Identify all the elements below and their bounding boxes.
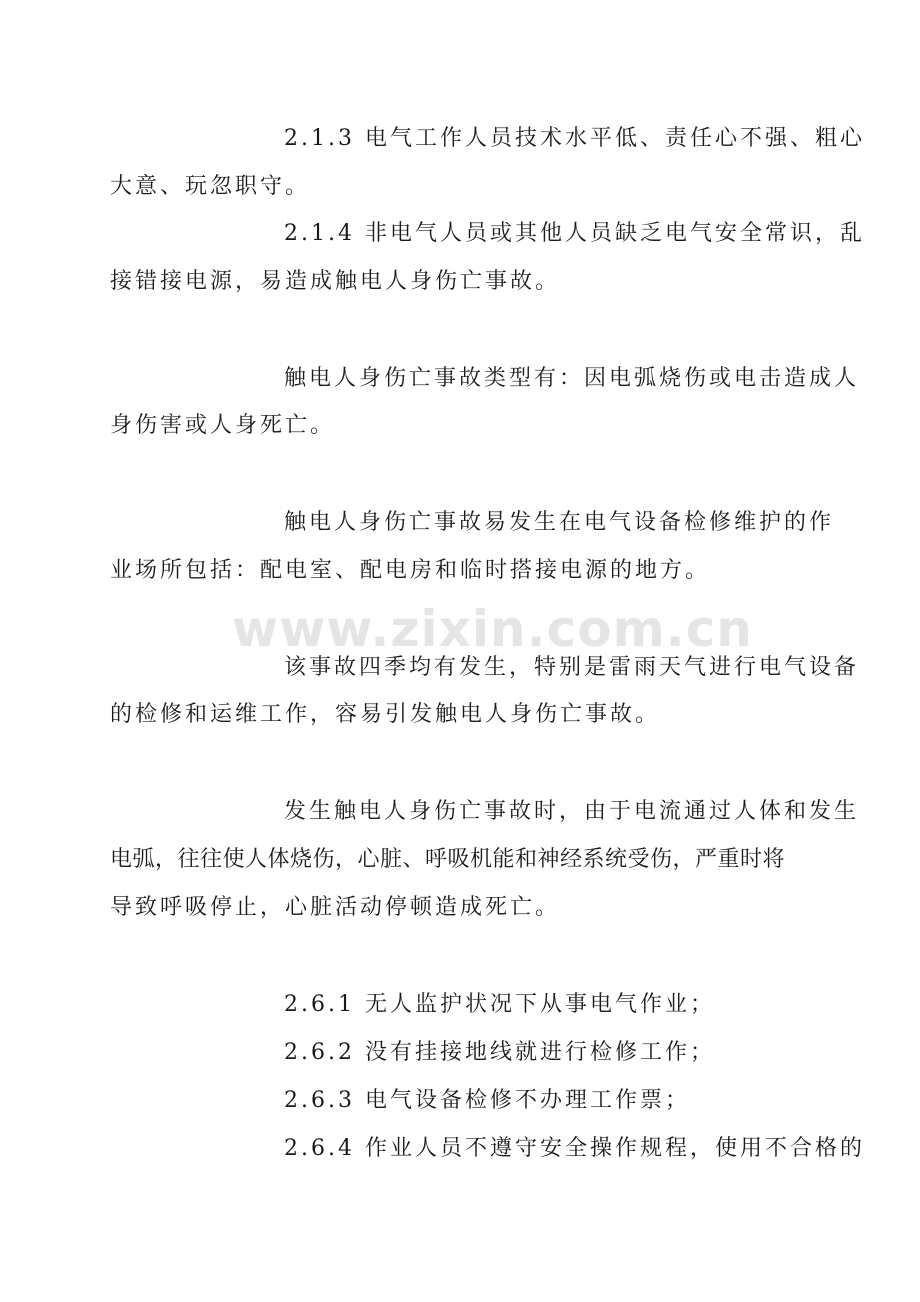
paragraph-line-1: 2.1.3 电气工作人员技术水平低、责任心不强、粗心 — [284, 126, 865, 151]
paragraph-line-8: 业场所包括：配电室、配电房和临时搭接电源的地方。 — [110, 558, 711, 583]
paragraph-line-11: 发生触电人身伤亡事故时，由于电流通过人体和发生 — [284, 799, 860, 824]
paragraph-line-4: 接错接电源，易造成触电人身伤亡事故。 — [110, 269, 561, 294]
paragraph-line-6: 身伤害或人身死亡。 — [110, 413, 336, 438]
paragraph-line-2: 大意、玩忽职守。 — [110, 174, 311, 199]
paragraph-line-9: 该事故四季均有发生，特别是雷雨天气进行电气设备 — [284, 655, 860, 680]
paragraph-line-13: 导致呼吸停止，心脏活动停顿造成死亡。 — [110, 895, 561, 920]
watermark: www.zixin.com.cn — [232, 600, 753, 658]
paragraph-line-12: 电弧，往往使人体烧伤，心脏、呼吸机能和神经系统受伤，严重时将 — [110, 847, 786, 872]
list-item-2-6-1: 2.6.1 无人监护状况下从事电气作业； — [284, 992, 715, 1017]
paragraph-line-3: 2.1.4 非电气人员或其他人员缺乏电气安全常识，乱 — [284, 221, 865, 246]
paragraph-line-10: 的检修和运维工作，容易引发触电人身伤亡事故。 — [110, 702, 661, 727]
list-item-2-6-4: 2.6.4 作业人员不遵守安全操作规程，使用不合格的 — [284, 1136, 865, 1161]
list-item-2-6-3: 2.6.3 电气设备检修不办理工作票； — [284, 1088, 690, 1113]
list-item-2-6-2: 2.6.2 没有挂接地线就进行检修工作； — [284, 1040, 715, 1065]
paragraph-line-7: 触电人身伤亡事故易发生在电气设备检修维护的作 — [284, 510, 835, 535]
paragraph-line-5: 触电人身伤亡事故类型有：因电弧烧伤或电击造成人 — [284, 366, 860, 391]
